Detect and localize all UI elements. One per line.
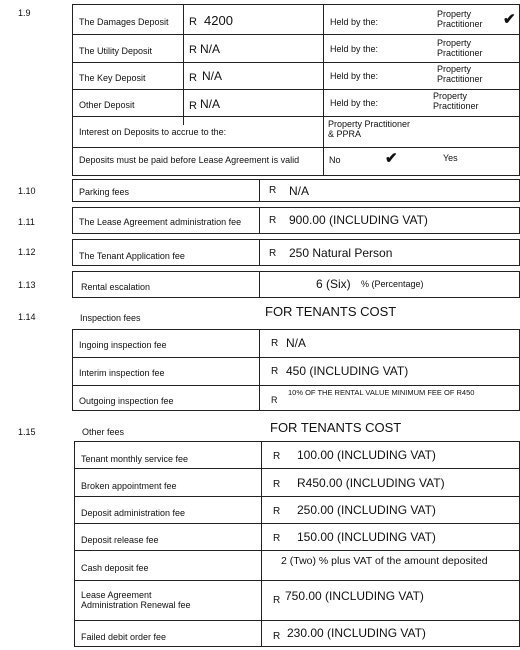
row-divider xyxy=(75,550,519,551)
section-number-1-9: 1.9 xyxy=(18,8,31,18)
currency-symbol: R xyxy=(273,631,281,642)
currency-symbol: R xyxy=(273,595,281,606)
key-deposit-amount: N/A xyxy=(202,69,223,83)
utility-deposit-amount: N/A xyxy=(200,42,221,56)
checkmark-icon: ✔ xyxy=(385,150,398,167)
inspection-fees-title: Inspection fees xyxy=(80,313,141,323)
currency-symbol: R xyxy=(189,72,197,84)
held-by-label: Held by the: xyxy=(330,17,379,27)
damages-deposit-label: The Damages Deposit xyxy=(79,17,169,27)
row-divider xyxy=(75,620,519,621)
held-by-label: Held by the: xyxy=(330,44,379,54)
ingoing-inspection-fee-value: N/A xyxy=(286,336,307,350)
rental-escalation-unit: % (Percentage) xyxy=(361,279,424,289)
deposit-administration-fee-label: Deposit administration fee xyxy=(81,508,186,518)
ingoing-inspection-fee-label: Ingoing inspection fee xyxy=(79,340,167,350)
held-by-label: Held by the: xyxy=(330,98,379,108)
deposit-before-lease-label: Deposits must be paid before Lease Agreement is valid xyxy=(79,155,300,165)
tenant-application-fee-label: The Tenant Application fee xyxy=(79,251,185,261)
deposit-release-fee-value: 150.00 (INCLUDING VAT) xyxy=(297,530,436,544)
cash-deposit-fee-label: Cash deposit fee xyxy=(81,563,149,573)
section-number-1-12: 1.12 xyxy=(18,247,36,257)
row-divider xyxy=(73,147,519,148)
currency-symbol: R xyxy=(273,533,281,544)
currency-symbol: R xyxy=(269,215,277,226)
deposit-release-fee-label: Deposit release fee xyxy=(81,535,159,545)
currency-symbol: R xyxy=(269,248,277,259)
other-deposit-label: Other Deposit xyxy=(79,100,135,110)
currency-symbol: R xyxy=(271,338,279,349)
row-divider xyxy=(73,89,519,90)
currency-symbol: R xyxy=(189,44,197,56)
col-divider xyxy=(259,208,260,233)
col-divider xyxy=(259,272,260,297)
interim-inspection-fee-value: 450 (INCLUDING VAT) xyxy=(286,364,409,378)
lease-admin-fee-label: The Lease Agreement administration fee xyxy=(79,217,242,227)
row-divider xyxy=(73,357,519,358)
failed-debit-order-fee-label: Failed debit order fee xyxy=(81,632,167,642)
col-divider xyxy=(261,442,262,646)
holder-name: Property Practitioner xyxy=(437,64,483,84)
row-divider xyxy=(75,580,519,581)
lease-admin-fee-value: 900.00 (INCLUDING VAT) xyxy=(289,213,428,227)
section-number-1-11: 1.11 xyxy=(18,217,35,227)
parking-fees-row xyxy=(72,179,520,202)
interest-label: Interest on Deposits to accrue to the: xyxy=(79,127,227,137)
section-number-1-13: 1.13 xyxy=(18,280,36,290)
broken-appointment-fee-value: R450.00 (INCLUDING VAT) xyxy=(297,476,445,490)
checkmark-icon: ✔ xyxy=(503,11,516,28)
interest-recipient: Property Practitioner & PPRA xyxy=(328,119,411,139)
holder-name: Property Practitioner xyxy=(437,9,483,29)
row-divider xyxy=(75,523,519,524)
col-divider xyxy=(183,5,184,125)
section-number-1-10: 1.10 xyxy=(18,186,36,196)
option-yes: Yes xyxy=(443,153,458,163)
row-divider xyxy=(73,34,519,35)
rental-escalation-row xyxy=(72,271,520,298)
cash-deposit-fee-value: 2 (Two) % plus VAT of the amount deposited xyxy=(281,555,488,567)
other-deposit-amount: N/A xyxy=(200,97,221,111)
row-divider xyxy=(75,468,519,469)
col-divider xyxy=(259,180,260,201)
tenant-monthly-service-fee-value: 100.00 (INCLUDING VAT) xyxy=(297,448,436,462)
currency-symbol: R xyxy=(273,506,281,517)
other-fees-heading: FOR TENANTS COST xyxy=(270,420,402,435)
col-divider xyxy=(323,5,324,175)
inspection-fees-heading: FOR TENANTS COST xyxy=(265,304,397,319)
other-fees-table xyxy=(74,441,520,647)
lease-renewal-fee-label: Lease Agreement Administration Renewal fee xyxy=(81,590,191,610)
outgoing-inspection-fee-value: 10% OF THE RENTAL VALUE MINIMUM FEE OF R450 xyxy=(288,388,475,397)
row-divider xyxy=(73,116,519,117)
currency-symbol: R xyxy=(189,16,197,28)
damages-deposit-amount: 4200 xyxy=(204,13,233,28)
rental-escalation-label: Rental escalation xyxy=(81,282,151,292)
outgoing-inspection-fee-label: Outgoing inspection fee xyxy=(79,396,174,406)
col-divider xyxy=(259,330,260,410)
col-divider xyxy=(259,240,260,265)
other-fees-title: Other fees xyxy=(82,427,125,437)
parking-fees-label: Parking fees xyxy=(79,187,130,197)
section-number-1-15: 1.15 xyxy=(18,427,36,437)
inspection-fees-table xyxy=(72,329,520,411)
section-number-1-14: 1.14 xyxy=(18,312,36,322)
parking-fees-value: N/A xyxy=(289,184,310,198)
key-deposit-label: The Key Deposit xyxy=(79,73,146,83)
interim-inspection-fee-label: Interim inspection fee xyxy=(79,368,165,378)
deposit-administration-fee-value: 250.00 (INCLUDING VAT) xyxy=(297,503,436,517)
currency-symbol: R xyxy=(271,395,278,405)
currency-symbol: R xyxy=(273,451,281,462)
utility-deposit-label: The Utility Deposit xyxy=(79,46,153,56)
held-by-label: Held by the: xyxy=(330,71,379,81)
tenant-application-fee-value: 250 Natural Person xyxy=(289,246,393,260)
option-no: No xyxy=(329,155,341,165)
lease-renewal-fee-value: 750.00 (INCLUDING VAT) xyxy=(285,589,424,603)
broken-appointment-fee-label: Broken appointment fee xyxy=(81,481,177,491)
holder-name: Property Practitioner xyxy=(433,91,479,111)
currency-symbol: R xyxy=(189,100,197,112)
rental-escalation-value: 6 (Six) xyxy=(316,277,351,291)
currency-symbol: R xyxy=(273,479,281,490)
tenant-monthly-service-fee-label: Tenant monthly service fee xyxy=(81,454,189,464)
row-divider xyxy=(73,385,519,386)
row-divider xyxy=(75,496,519,497)
row-divider xyxy=(73,62,519,63)
holder-name: Property Practitioner xyxy=(437,38,483,58)
lease-admin-fee-row xyxy=(72,207,520,234)
tenant-application-fee-row xyxy=(72,239,520,266)
currency-symbol: R xyxy=(269,185,277,196)
deposits-table xyxy=(72,4,520,176)
failed-debit-order-fee-value: 230.00 (INCLUDING VAT) xyxy=(287,626,426,640)
currency-symbol: R xyxy=(271,366,279,377)
